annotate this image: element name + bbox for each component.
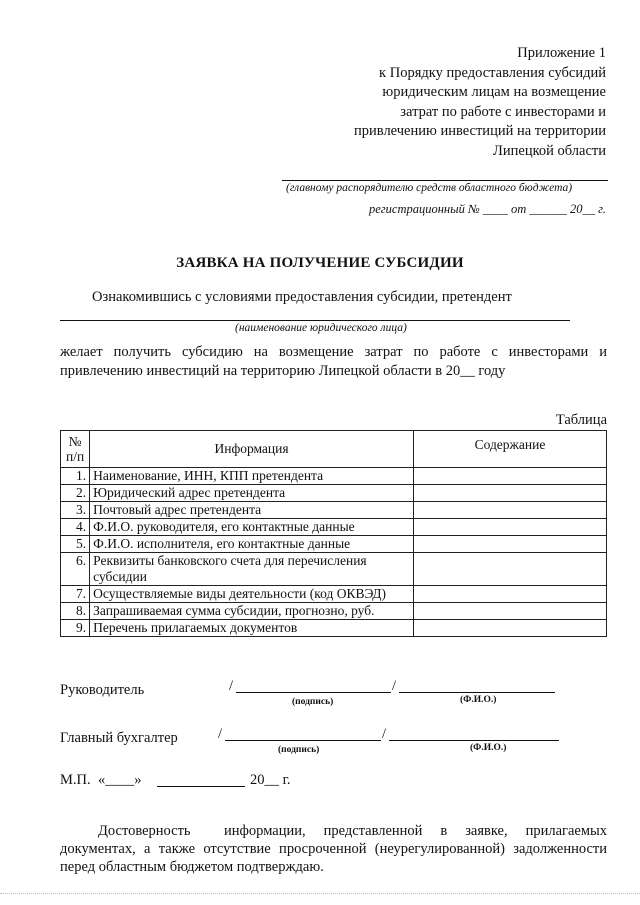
confirmation-line-3: перед областным бюджетом подтверждаю. <box>60 859 324 875</box>
accountant-name-line[interactable] <box>389 740 559 741</box>
appendix-line: Липецкой области <box>493 142 606 159</box>
row-info: Наименование, ИНН, КПП претендента <box>90 468 414 485</box>
row-num: 3. <box>61 502 90 519</box>
row-num: 2. <box>61 485 90 502</box>
accountant-name-caption: (Ф.И.О.) <box>470 743 507 753</box>
appendix-header <box>276 44 606 161</box>
applicant-name-line[interactable] <box>60 320 570 321</box>
row-num: 7. <box>61 586 90 603</box>
recipient-caption: (главному распорядителю средств областного бюджета) <box>286 182 573 194</box>
head-name-caption: (Ф.И.О.) <box>460 695 497 705</box>
row-num: 4. <box>61 519 90 536</box>
registration-line: регистрационный № ____ от ______ 20__ г. <box>368 202 606 216</box>
recipient-line[interactable] <box>282 180 608 181</box>
confirmation-word: Достоверность <box>98 823 191 839</box>
header-content: Содержание <box>413 431 606 468</box>
row-info: Реквизиты банковского счета для перечисления субсидии <box>90 553 414 586</box>
stamp-label: М.П. <box>60 772 91 788</box>
table-row <box>61 586 607 603</box>
row-num: 6. <box>61 553 90 586</box>
date-month-line[interactable] <box>157 786 245 787</box>
head-label: Руководитель <box>60 682 145 698</box>
accountant-slash-2: / <box>382 726 387 742</box>
row-content[interactable] <box>413 620 606 637</box>
row-content[interactable] <box>413 603 606 620</box>
accountant-sign-caption: (подпись) <box>278 745 320 755</box>
row-content[interactable] <box>413 502 606 519</box>
intro-line-3: привлечению инвестиций на территорию Липецкой области в 20__ году <box>60 363 506 379</box>
appendix-line: Приложение 1 <box>517 45 606 61</box>
accountant-label: Главный бухгалтер <box>60 730 178 746</box>
header-info: Информация <box>90 431 414 468</box>
row-info: Перечень прилагаемых документов <box>90 620 414 637</box>
date-day: «____» <box>98 772 142 788</box>
row-info: Запрашиваемая сумма субсидии, прогнозно, руб. <box>90 603 414 620</box>
table-row <box>61 603 607 620</box>
head-name-line[interactable] <box>399 692 555 693</box>
intro-line-1: Ознакомившись с условиями предоставления субсидии, претендент <box>92 289 512 305</box>
row-info: Юридический адрес претендента <box>90 485 414 502</box>
head-slash-1: / <box>229 678 234 694</box>
confirmation-line-2: документах, а также отсутствие просроченной (неурегулированной) задолженности <box>60 841 607 857</box>
accountant-slash-1: / <box>218 726 223 742</box>
table-row <box>61 502 607 519</box>
intro-line-2: желает получить субсидию на возмещение затрат по работе с инвесторами и <box>60 344 607 360</box>
row-num: 8. <box>61 603 90 620</box>
row-info: Осуществляемые виды деятельности (код ОКВЭД) <box>90 586 414 603</box>
head-signature-line[interactable] <box>236 692 391 693</box>
table-row <box>61 519 607 536</box>
head-slash-2: / <box>392 678 397 694</box>
row-content[interactable] <box>413 586 606 603</box>
row-content[interactable] <box>413 553 606 586</box>
table-row <box>61 468 607 485</box>
row-content[interactable] <box>413 536 606 553</box>
appendix-line: юридическим лицам на возмещение <box>382 84 606 100</box>
applicant-name-caption: (наименование юридического лица) <box>235 322 407 334</box>
page-edge-divider <box>0 893 640 894</box>
row-num: 9. <box>61 620 90 637</box>
row-content[interactable] <box>413 468 606 485</box>
row-info: Ф.И.О. исполнителя, его контактные данные <box>90 536 414 553</box>
table-row <box>61 485 607 502</box>
head-sign-caption: (подпись) <box>292 697 334 707</box>
table-header-row <box>61 431 607 468</box>
info-table <box>60 430 607 637</box>
confirmation-rest: информации, представленной в заявке, прилагаемых <box>224 823 607 839</box>
table-row <box>61 620 607 637</box>
row-num: 1. <box>61 468 90 485</box>
header-num: № п/п <box>61 431 90 468</box>
table-row <box>61 553 607 586</box>
row-content[interactable] <box>413 519 606 536</box>
document-title: ЗАЯВКА НА ПОЛУЧЕНИЕ СУБСИДИИ <box>176 255 464 271</box>
accountant-signature-line[interactable] <box>225 740 381 741</box>
table-row <box>61 536 607 553</box>
row-info: Ф.И.О. руководителя, его контактные данные <box>90 519 414 536</box>
appendix-line: затрат по работе с инвесторами и <box>400 103 606 120</box>
row-content[interactable] <box>413 485 606 502</box>
table-label: Таблица <box>555 412 607 428</box>
appendix-line: к Порядку предоставления субсидий <box>379 64 606 81</box>
appendix-line: привлечению инвестиций на территории <box>354 123 606 139</box>
date-year: 20__ г. <box>250 772 291 788</box>
row-info: Почтовый адрес претендента <box>90 502 414 519</box>
row-num: 5. <box>61 536 90 553</box>
